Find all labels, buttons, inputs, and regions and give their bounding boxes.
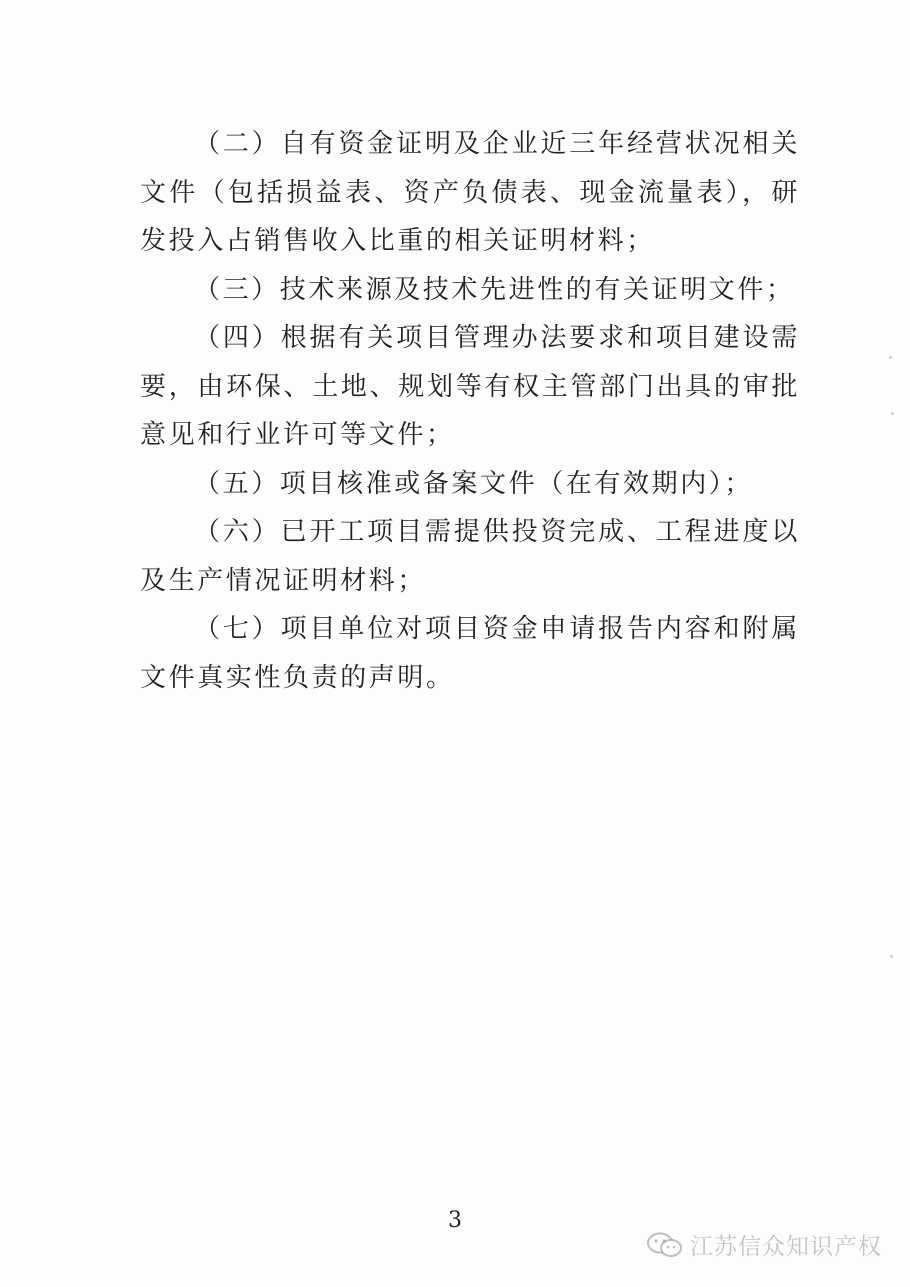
- paragraph-item-5: （五）项目核准或备案文件（在有效期内）；: [194, 468, 754, 499]
- scan-speck: [889, 356, 892, 359]
- paragraph-item-6: （六）已开工项目需提供投资完成、工程进度以及生产情况证明材料；: [140, 517, 800, 596]
- watermark-text: 江苏信众知识产权: [690, 1234, 882, 1260]
- document-body: [140, 120, 800, 702]
- paragraph-item-2: （二）自有资金证明及企业近三年经营状况相关文件（包括损益表、资产负债表、现金流量表），研发投入占销售收入比重的相关证明材料；: [140, 129, 800, 256]
- paragraph-item-3: （三）技术来源及技术先进性的有关证明文件；: [194, 274, 795, 305]
- paragraph-item-7: （七）项目单位对项目资金申请报告内容和附属文件真实性负责的声明。: [140, 614, 800, 693]
- paragraph-item-4: （四）根据有关项目管理办法要求和项目建设需要，由环保、土地、规划等有权主管部门出具的审批意见和行业许可等文件；: [140, 323, 800, 450]
- watermark: [646, 1228, 882, 1261]
- wechat-icon: [646, 1231, 684, 1259]
- scan-speck: [891, 412, 894, 415]
- scan-speck: [890, 955, 893, 958]
- page-number: 3: [448, 1208, 462, 1233]
